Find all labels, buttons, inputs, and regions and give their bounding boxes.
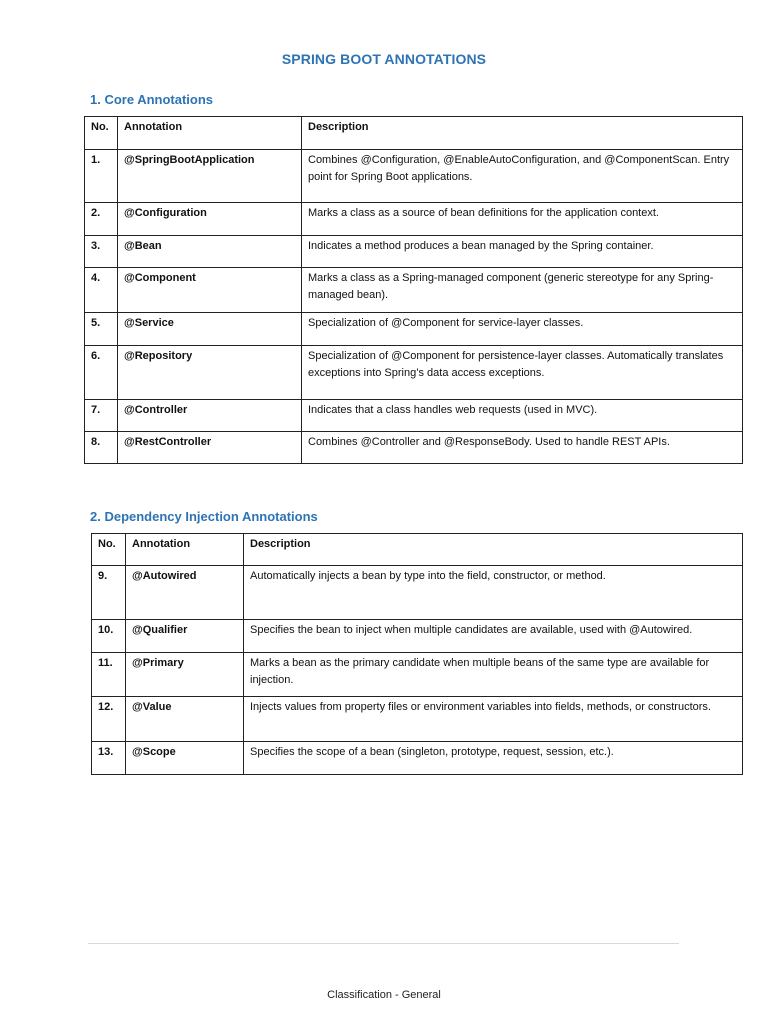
table-row — [85, 268, 743, 313]
row-annotation: @Service — [118, 313, 302, 346]
table-row — [92, 653, 743, 697]
row-annotation: @Scope — [126, 742, 244, 775]
footer-divider — [88, 943, 679, 944]
row-annotation: @Bean — [118, 236, 302, 268]
row-no: 12. — [92, 697, 126, 742]
row-description: Marks a bean as the primary candidate when multiple beans of the same type are available for injection. — [244, 653, 743, 697]
table-row — [85, 432, 743, 464]
header-no: No. — [92, 534, 126, 566]
table-row — [92, 620, 743, 653]
row-description: Specialization of @Component for service-layer classes. — [302, 313, 743, 346]
header-no: No. — [85, 117, 118, 150]
row-annotation: @Component — [118, 268, 302, 313]
row-no: 10. — [92, 620, 126, 653]
table-row — [85, 400, 743, 432]
row-no: 9. — [92, 566, 126, 620]
row-description: Combines @Configuration, @EnableAutoConfiguration, and @ComponentScan. Entry point for Spring Boot applications. — [302, 150, 743, 203]
header-annotation: Annotation — [118, 117, 302, 150]
row-description: Indicates that a class handles web requests (used in MVC). — [302, 400, 743, 432]
header-description: Description — [244, 534, 743, 566]
row-no: 3. — [85, 236, 118, 268]
row-description: Specifies the bean to inject when multiple candidates are available, used with @Autowired. — [244, 620, 743, 653]
row-annotation: @Configuration — [118, 203, 302, 236]
row-no: 8. — [85, 432, 118, 464]
row-annotation: @Value — [126, 697, 244, 742]
row-no: 6. — [85, 346, 118, 400]
table-row — [85, 236, 743, 268]
row-description: Marks a class as a source of bean definitions for the application context. — [302, 203, 743, 236]
row-no: 5. — [85, 313, 118, 346]
table-header-row — [85, 117, 743, 150]
row-annotation: @Qualifier — [126, 620, 244, 653]
table-row — [85, 150, 743, 203]
row-no: 13. — [92, 742, 126, 775]
row-description: Automatically injects a bean by type into the field, constructor, or method. — [244, 566, 743, 620]
header-annotation: Annotation — [126, 534, 244, 566]
row-no: 1. — [85, 150, 118, 203]
core-annotations-table — [84, 116, 743, 464]
row-annotation: @Controller — [118, 400, 302, 432]
row-description: Marks a class as a Spring-managed component (generic stereotype for any Spring-managed bean). — [302, 268, 743, 313]
row-no: 2. — [85, 203, 118, 236]
section-heading-core: 1. Core Annotations — [90, 92, 214, 107]
dependency-injection-table — [91, 533, 743, 775]
row-annotation: @Autowired — [126, 566, 244, 620]
row-description: Injects values from property files or environment variables into fields, methods, or constructors. — [244, 697, 743, 742]
row-description: Combines @Controller and @ResponseBody. Used to handle REST APIs. — [302, 432, 743, 464]
table-row — [92, 697, 743, 742]
row-annotation: @SpringBootApplication — [118, 150, 302, 203]
table-row — [85, 203, 743, 236]
table-row — [92, 566, 743, 620]
table-row — [85, 313, 743, 346]
header-description: Description — [302, 117, 743, 150]
table-row — [85, 346, 743, 400]
row-no: 7. — [85, 400, 118, 432]
row-description: Specialization of @Component for persistence-layer classes. Automatically translates exceptions into Spring’s data access exceptions. — [302, 346, 743, 400]
row-annotation: @Primary — [126, 653, 244, 697]
row-description: Specifies the scope of a bean (singleton, prototype, request, session, etc.). — [244, 742, 743, 775]
table-row — [92, 742, 743, 775]
row-annotation: @RestController — [118, 432, 302, 464]
section-heading-dependency-injection: 2. Dependency Injection Annotations — [90, 509, 318, 524]
row-annotation: @Repository — [118, 346, 302, 400]
table-header-row — [92, 534, 743, 566]
row-description: Indicates a method produces a bean managed by the Spring container. — [302, 236, 743, 268]
row-no: 4. — [85, 268, 118, 313]
footer-classification: Classification - General — [327, 989, 441, 1001]
page-title: SPRING BOOT ANNOTATIONS — [281, 51, 487, 67]
row-no: 11. — [92, 653, 126, 697]
